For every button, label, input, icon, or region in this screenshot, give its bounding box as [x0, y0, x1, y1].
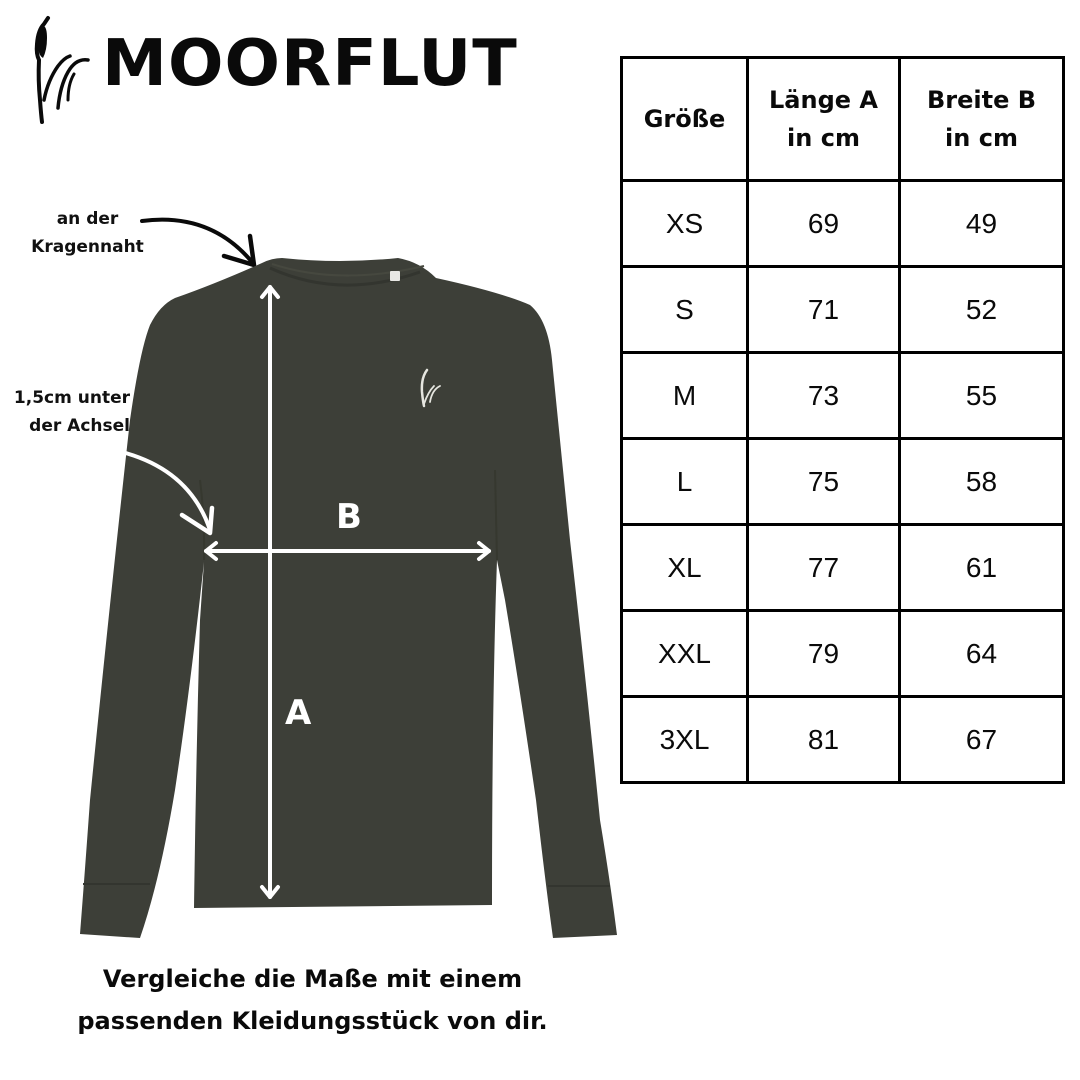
header-size-label: Größe	[643, 105, 726, 133]
armpit-note-line1: 1,5cm unter	[13, 388, 130, 408]
table-row	[622, 181, 1064, 267]
header-length-a-line2: in cm	[787, 124, 860, 152]
table-row	[622, 525, 1064, 611]
neck-label	[390, 271, 400, 281]
width-b-cell: 64	[900, 611, 1064, 697]
comparison-caption	[30, 958, 595, 1042]
shirt-body	[80, 258, 617, 938]
width-b-cell: 52	[900, 267, 1064, 353]
size-cell: L	[622, 439, 748, 525]
header-length-a	[748, 58, 900, 181]
size-cell: S	[622, 267, 748, 353]
size-cell: XL	[622, 525, 748, 611]
table-header-row	[622, 58, 1064, 181]
length-a-cell: 73	[748, 353, 900, 439]
length-a-cell: 71	[748, 267, 900, 353]
header-length-a-line1: Länge A	[769, 86, 878, 114]
table-row	[622, 267, 1064, 353]
collar-note-line1: an der	[56, 209, 119, 229]
size-chart-table	[620, 56, 1065, 784]
table-row	[622, 439, 1064, 525]
length-a-cell: 77	[748, 525, 900, 611]
length-a-cell: 79	[748, 611, 900, 697]
width-b-label: B	[336, 497, 362, 537]
armpit-note-line2: der Achsel	[29, 416, 130, 436]
table-row	[622, 353, 1064, 439]
width-b-cell: 58	[900, 439, 1064, 525]
brand-wordmark: MOORFLUT	[102, 27, 518, 101]
table-row	[622, 697, 1064, 783]
size-cell: XXL	[622, 611, 748, 697]
size-cell: 3XL	[622, 697, 748, 783]
header-size	[622, 58, 748, 181]
size-cell: XS	[622, 181, 748, 267]
size-cell: M	[622, 353, 748, 439]
width-b-cell: 55	[900, 353, 1064, 439]
header-width-b-line1: Breite B	[926, 86, 1037, 114]
length-a-cell: 69	[748, 181, 900, 267]
header-width-b-line2: in cm	[945, 124, 1018, 152]
collar-pointer-arrow-icon	[142, 220, 254, 265]
width-b-cell: 49	[900, 181, 1064, 267]
length-a-label: A	[285, 693, 312, 733]
caption-line1: Vergleiche die Maße mit einem	[102, 965, 523, 993]
header-width-b	[900, 58, 1064, 181]
collar-note-line2: Kragennaht	[31, 237, 144, 257]
length-a-cell: 81	[748, 697, 900, 783]
width-b-cell: 61	[900, 525, 1064, 611]
width-b-cell: 67	[900, 697, 1064, 783]
length-a-cell: 75	[748, 439, 900, 525]
table-row	[622, 611, 1064, 697]
caption-line2: passenden Kleidungsstück von dir.	[77, 1007, 548, 1035]
